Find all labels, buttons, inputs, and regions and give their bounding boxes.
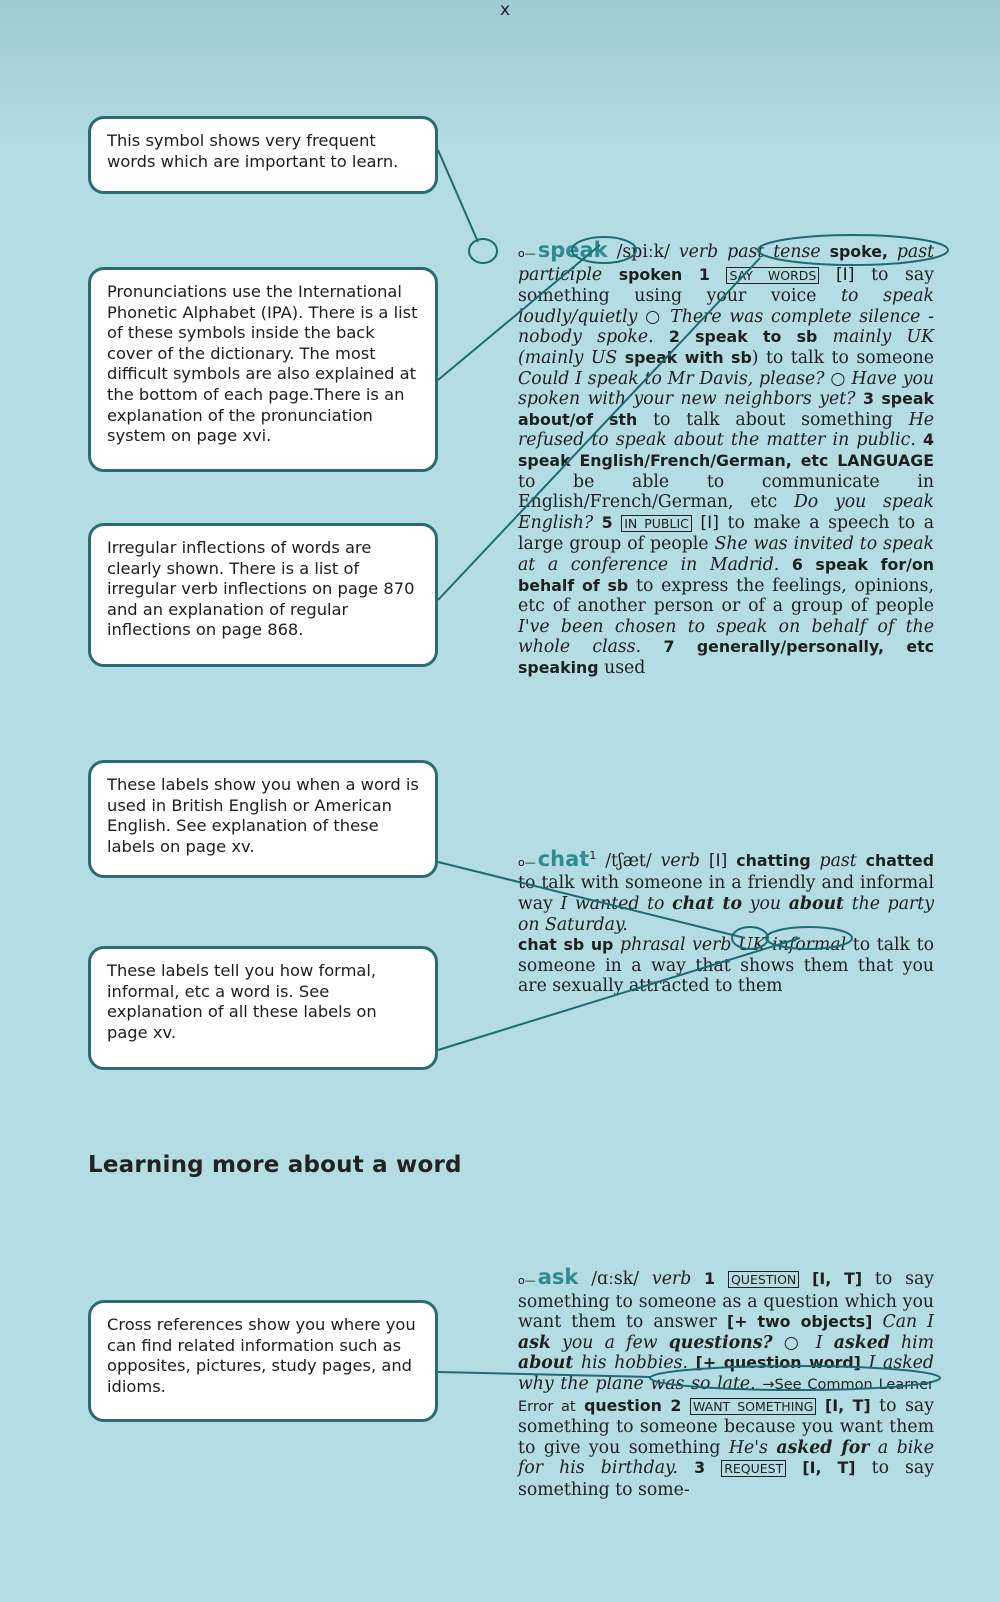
region-label: mainly UK [832, 327, 934, 348]
guideword-box: WANT SOMETHING [690, 1398, 816, 1415]
example: I've been chosen to speak on behalf of the whole class. [518, 616, 934, 658]
example: I asked why the plane was so late. [518, 1353, 934, 1394]
cross-reference-target: question [584, 1395, 662, 1415]
guideword-box: IN PUBLIC [621, 515, 692, 532]
inflection: spoken [618, 264, 683, 284]
example: Do you speak English? [518, 492, 934, 533]
cross-reference: →See Common Learner Error at [518, 1376, 934, 1415]
entry-ask: o—ask /ɑːsk/ verb 1 QUESTION [I, T] to say something to someone as a question which you want them to answer [+ two objects] Can I ask you a few questions? ○ I asked him about his hobbies. [+ question word] I asked why the plane was so late. →See Common Learner Error at question 2 WANT SOMETHING [I, T] to say something to someone because you want them to give you something He's asked for a bike for his birthday. 3 REQUEST [I, T] to say something to some- [518, 1265, 935, 1500]
callout-cross-references [88, 1300, 438, 1422]
register-label: informal [772, 935, 847, 956]
example: Can I [882, 1312, 935, 1333]
callout-register-labels [88, 946, 438, 1070]
example: Could I speak to Mr Davis, please? ○ Have you spoken with your new neighbors yet? [518, 368, 934, 410]
example: to speak loudly/quietly ○ There was complete silence - nobody spoke. [518, 286, 935, 348]
headword: chat [537, 846, 590, 871]
page-number: x [500, 0, 511, 20]
example: He refused to speak about the matter in public. [518, 409, 934, 451]
guideword-box: REQUEST [721, 1460, 786, 1477]
example: He's [728, 1437, 768, 1458]
example: She was invited to speak at a conference in Madrid. [518, 534, 935, 575]
guideword-box: SAY WORDS [726, 267, 819, 284]
callout-text: This symbol shows very frequent words which are important to learn. [107, 131, 399, 171]
region-label: UK [738, 935, 766, 956]
callout-irregular-inflections [88, 523, 438, 667]
section-title: Learning more about a word [88, 1152, 462, 1178]
highlight-oval-key [469, 239, 497, 263]
guideword-box: QUESTION [728, 1271, 799, 1288]
callout-frequent-words [88, 116, 438, 194]
frequent-word-key-icon: o— [518, 1274, 536, 1287]
part-of-speech: verb [678, 242, 719, 262]
inflection: spoke, [829, 242, 888, 261]
frequent-word-key-icon: o— [518, 855, 536, 869]
callout-text: Pronunciations use the International Phonetic Alphabet (IPA). There is a list of these symbols inside the back cover of the dictionary. The most difficult symbols are also explained at the bottom of each page.There is an explanation of the pronunciation system on page xvi. [107, 282, 418, 446]
example: I wanted to [560, 893, 665, 914]
callout-regional-labels [88, 760, 438, 878]
pronunciation: /tʃæt/ [605, 850, 652, 871]
callout-text: Cross references show you where you can find related information such as opposites, pictures, study pages, and idioms. [107, 1315, 416, 1396]
part-of-speech: verb [660, 850, 700, 871]
phrasal-verb: chat sb up [518, 935, 614, 955]
entry-chat: o—chat$^1$ /tʃæt/ verb [I] chatting past chatted to talk with someone in a friendly and informal way I wanted to chat to you about the party on Saturday. chat sb up phrasal verb UK informal to talk to someone in a way that shows them that you are sexually attracted to them [518, 846, 935, 997]
headword: speak [537, 238, 608, 262]
part-of-speech: verb [651, 1269, 692, 1289]
headword: ask [537, 1265, 579, 1289]
pronunciation: /ɑːsk/ [591, 1269, 640, 1289]
callout-pronunciation [88, 267, 438, 472]
frequent-word-key-icon: o— [518, 247, 536, 260]
callout-text: Irregular inflections of words are clearly shown. There is a list of irregular verb inflections on page 870 and an explanation of regular inflections on page 868. [107, 538, 415, 640]
entry-speak: o—speak /spiːk/ verb past tense spoke, past participle spoken 1 SAY WORDS [I] to say something using your voice to speak loudly/quietly ○ There was complete silence - nobody spoke. 2 speak to sb mainly UK (mainly US speak with sb) to talk to someone Could I speak to Mr Davis, please? ○ Have you spoken with your new neighbors yet? 3 speak about/of sth to talk about something He refused to speak about the matter in public. 4 speak English/French/German, etc LANGUAGE to be able to communicate in English/French/German, etc Do you speak English? 5 IN PUBLIC [I] to make a speech to a large group of people She was invited to speak at a conference in Madrid. 6 speak for/on behalf of sb to express the feelings, opinions, etc of another person or of a group of people I've been chosen to speak on behalf of the whole class. 7 generally/personally, etc speaking used [518, 238, 935, 678]
callout-text: These labels show you when a word is used in British English or American English. See explanation of these labels on page xv. [107, 775, 419, 856]
pronunciation: /spiːk/ [616, 242, 670, 262]
callout-text: These labels tell you how formal, informal, etc a word is. See explanation of all these labels on page xv. [107, 961, 377, 1042]
connector-line [438, 150, 478, 242]
